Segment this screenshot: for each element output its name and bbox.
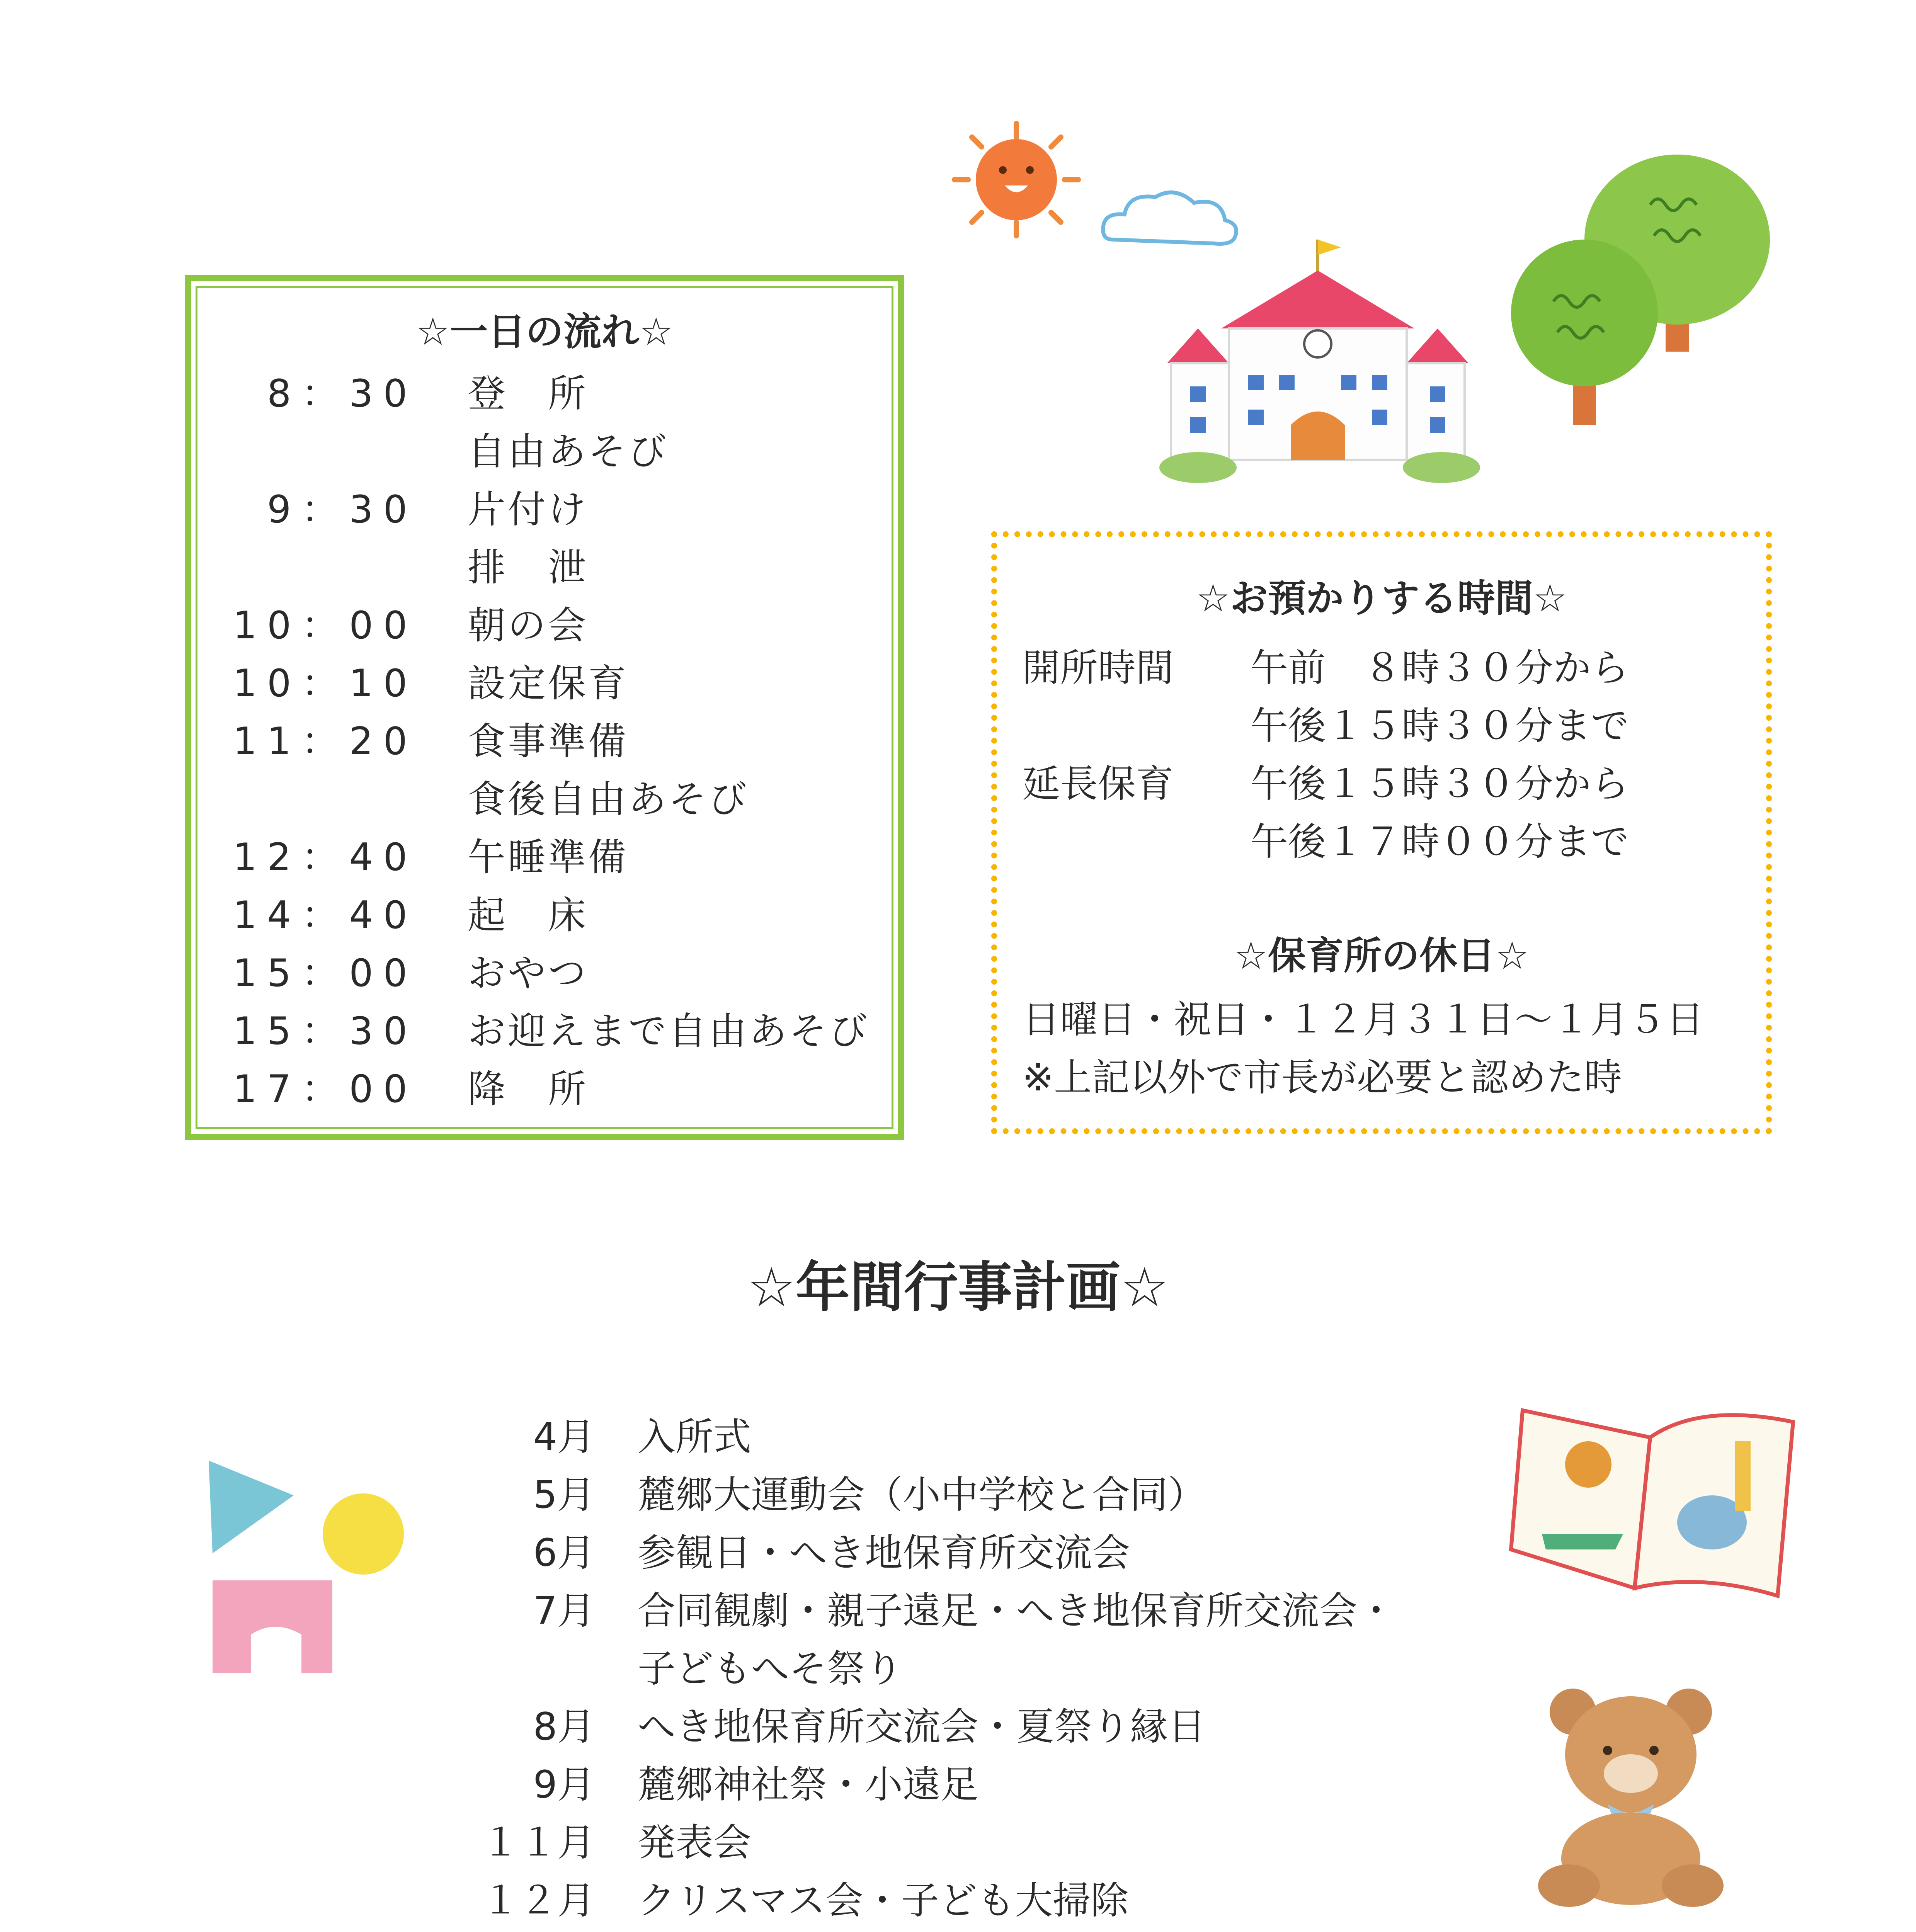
hours-row	[1022, 753, 1756, 808]
annual-row	[464, 1812, 1546, 1867]
schedule-row	[216, 653, 897, 711]
schedule-row	[216, 363, 897, 421]
daily-schedule-title: ☆一日の流れ☆	[416, 310, 673, 354]
schedule-row	[216, 479, 897, 537]
schedule-time: 17：00	[233, 1067, 417, 1111]
schedule-activity: 自由あそび	[468, 430, 669, 474]
annual-month: １２月	[481, 1879, 595, 1923]
hours-value: 午後１５時３０分まで	[1250, 704, 1629, 748]
schedule-row	[216, 421, 897, 479]
schedule-row	[216, 827, 897, 885]
schedule-activity: おやつ	[468, 951, 589, 995]
hours-value: 午前 ８時３０分から	[1250, 646, 1629, 690]
hours-row	[1022, 811, 1756, 866]
schedule-activity: 排 泄	[468, 546, 589, 590]
schedule-time: 9：30	[267, 488, 417, 532]
teddy-bear-icon	[1530, 1677, 1747, 1909]
schedule-activity: 起 床	[468, 893, 589, 937]
annual-events: 入所式	[638, 1415, 752, 1459]
annual-row	[464, 1522, 1546, 1577]
schedule-time: 14：40	[233, 893, 417, 937]
annual-month: 5月	[533, 1473, 595, 1517]
annual-row	[464, 1928, 1546, 1932]
hours-label: 開所時間	[1022, 646, 1174, 690]
sun-icon	[943, 116, 1090, 243]
school-building-icon	[1155, 228, 1480, 491]
annual-events: 麓郷大運動会（小中学校と合同）	[638, 1473, 1206, 1517]
annual-month: 8月	[533, 1705, 595, 1749]
annual-row	[464, 1406, 1546, 1461]
hours-row	[1022, 696, 1756, 750]
schedule-time: 15：00	[233, 951, 417, 995]
schedule-activity: お迎えまで自由あそび	[468, 1009, 870, 1053]
annual-events: 発表会	[638, 1821, 752, 1865]
schedule-row	[216, 769, 897, 827]
annual-events: 子どもへそ祭り	[638, 1647, 903, 1691]
schedule-row	[216, 711, 897, 769]
schedule-row	[216, 1059, 897, 1117]
annual-events: 合同観劇・親子遠足・へき地保育所交流会・	[638, 1589, 1395, 1633]
annual-month: １１月	[481, 1821, 595, 1865]
schedule-time: 10：10	[233, 662, 417, 706]
schedule-time	[216, 537, 417, 595]
annual-month: 9月	[533, 1763, 595, 1807]
annual-events: 参観日・へき地保育所交流会	[638, 1531, 1130, 1575]
schedule-activity: 食事準備	[468, 719, 629, 764]
annual-events: 麓郷神社祭・小遠足	[638, 1763, 979, 1807]
annual-events	[638, 1928, 1507, 1932]
hours-value: 午後１７時００分まで	[1250, 820, 1629, 864]
annual-events: へき地保育所交流会・夏祭り縁日	[638, 1705, 1206, 1749]
schedule-time	[216, 421, 417, 479]
hours-label	[1022, 696, 1250, 750]
picture-book-icon	[1507, 1387, 1801, 1619]
schedule-time: 15：30	[233, 1009, 417, 1053]
schedule-activity: 片付け	[468, 488, 589, 532]
schedule-time: 12：40	[233, 835, 417, 879]
annual-row	[464, 1638, 1546, 1693]
holiday-days: 日曜日・祝日・１２月３１日～１月５日	[1022, 998, 1704, 1042]
hours-row	[1022, 638, 1756, 692]
annual-row	[464, 1754, 1546, 1809]
care-hours-title: ☆お預かりする時間☆	[1196, 577, 1567, 621]
schedule-time: 10：00	[233, 604, 417, 648]
shapes-blocks-icon	[201, 1453, 417, 1708]
annual-plan-title: ☆年間行事計画☆	[747, 1256, 1169, 1319]
schedule-activity: 降 所	[468, 1067, 589, 1111]
annual-month: 7月	[533, 1589, 595, 1633]
hours-label: 延長保育	[1022, 762, 1174, 806]
schedule-row	[216, 943, 897, 1001]
schedule-activity: 登 所	[468, 372, 589, 416]
annual-events: クリスマス会・子ども大掃除	[638, 1879, 1129, 1923]
annual-row	[464, 1696, 1546, 1751]
schedule-time: 8：30	[267, 372, 417, 416]
schedule-row	[216, 1001, 897, 1059]
schedule-activity: 設定保育	[468, 662, 629, 706]
schedule-row	[216, 885, 897, 943]
annual-month	[464, 1638, 595, 1693]
annual-row	[464, 1580, 1546, 1635]
schedule-row	[216, 595, 897, 653]
schedule-time: 11：20	[233, 719, 417, 764]
annual-row	[464, 1870, 1546, 1925]
schedule-time	[216, 769, 417, 827]
trees-icon	[1507, 128, 1816, 437]
holiday-note: ※上記以外で市長が必要と認めた時	[1022, 1056, 1622, 1100]
schedule-activity: 食後自由あそび	[468, 777, 749, 821]
schedule-activity: 午睡準備	[468, 835, 629, 879]
annual-row	[464, 1464, 1546, 1519]
hours-label	[1022, 811, 1250, 866]
annual-month: 6月	[533, 1531, 595, 1575]
hours-value: 午後１５時３０分から	[1250, 762, 1629, 806]
annual-month	[464, 1928, 595, 1932]
holiday-title: ☆保育所の休日☆	[1234, 934, 1529, 978]
annual-month: 4月	[533, 1415, 595, 1459]
schedule-activity: 朝の会	[468, 604, 589, 648]
schedule-row	[216, 537, 897, 595]
